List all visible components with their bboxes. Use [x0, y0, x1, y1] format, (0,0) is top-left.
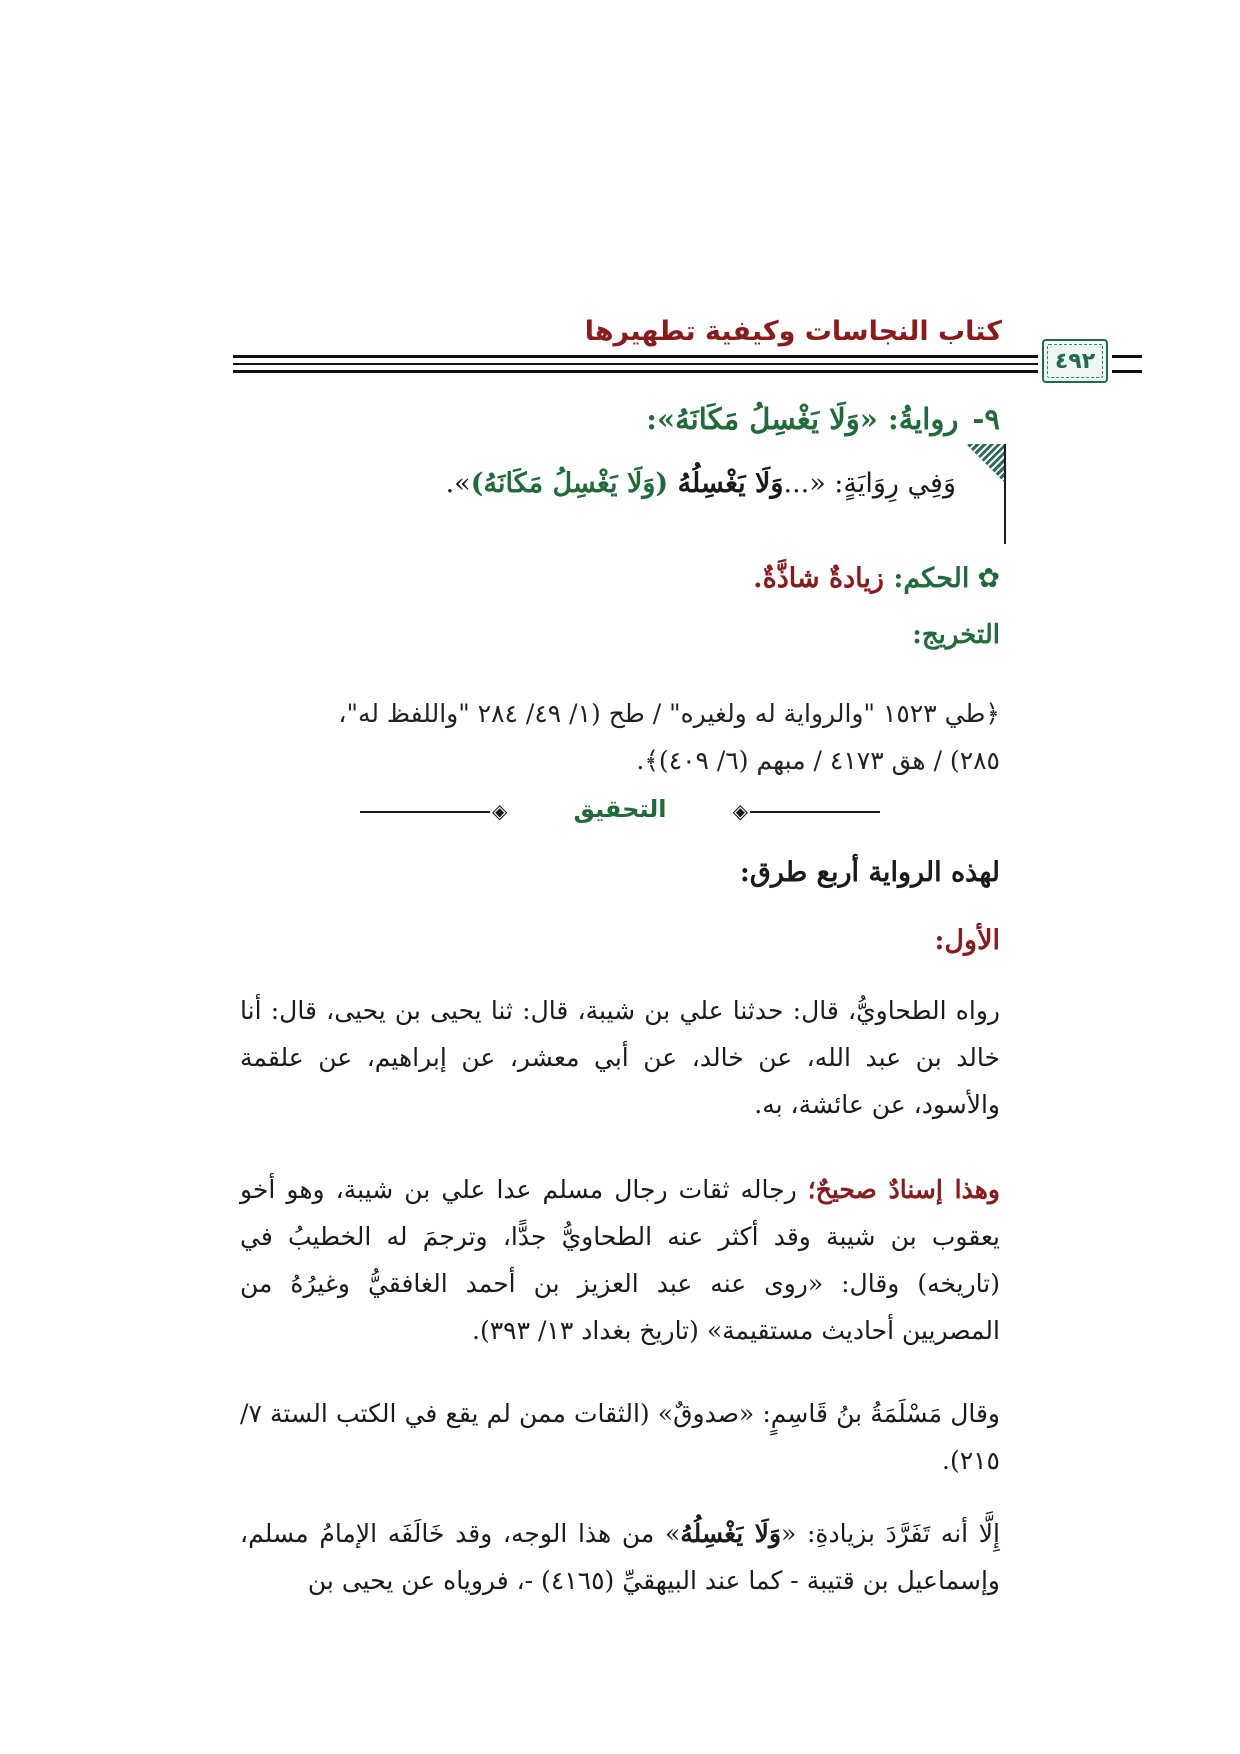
takhrij-text [240, 690, 1000, 784]
running-header-title: كتاب النجاسات وكيفية تطهيرها [584, 316, 1002, 347]
item-heading-text: روايةُ: «وَلَا يَغْسِلُ مَكَانَهُ»: [646, 402, 959, 436]
quoted-addition: وَلَا يَغْسِلُهُ [680, 1519, 782, 1548]
header-rule-tail [1112, 370, 1142, 373]
takhrij-line: ٢٨٥) / هق ٤١٧٣ / مبهم (٦/ ٤٠٩)﴾. [636, 746, 1000, 775]
header-rule-tail [1112, 355, 1142, 358]
header-rule [233, 370, 1038, 373]
variant-suffix: ». [445, 468, 471, 499]
first-way-heading: الأول: [934, 925, 1000, 956]
variant-narration-text [446, 468, 956, 499]
header-rule [233, 355, 1038, 358]
paragraph [240, 1510, 1000, 1604]
paragraph: وقال مَسْلَمَةُ بنُ قَاسِمٍ: «صدوقٌ» (الثقات ممن لم يقع في الكتب الستة ٧/ ٢١٥). [240, 1399, 1000, 1475]
flower-bullet-icon: ✿ [977, 563, 1000, 594]
paragraph-text: » من هذا الوجه، وقد خَالَفَه الإمامُ مسلم، وإسماعيل بن قتيبة - كما عند البيهقيِّ (٤١٦٥) -، فروياه عن يحيى بن [240, 1519, 1000, 1595]
section-divider [360, 795, 880, 825]
ruling-label: الحكم: [893, 563, 970, 594]
box-vertical-rule [1004, 444, 1006, 544]
verdict-highlight: وهذا إسنادٌ صحيحٌ؛ [807, 1175, 1000, 1204]
divider-ornament-icon: ◈ [492, 799, 508, 823]
header-rule [233, 363, 1038, 365]
takhrij-line: ﴿طي ١٥٢٣ "والرواية له ولغيره" / طح (١/ ٤٩/ ٢٨٤ "واللفظ له"، [338, 699, 1000, 728]
paragraph: رواه الطحاويُّ، قال: حدثنا علي بن شيبة، قال: ثنا يحيى بن يحيى، قال: أنا خالد بن عبد الله، عن خالد، عن أبي معشر، عن إبراهيم، عن علقمة والأسود، عن عائشة، به. [240, 996, 1000, 1119]
divider-line [750, 811, 880, 813]
ruling-value: زيادةٌ شاذَّةٌ. [753, 563, 884, 594]
paragraph-text: إِلَّا أنه تَفَرَّدَ بزيادةِ: « [781, 1519, 1000, 1548]
takhrij-label: التخريج: [912, 620, 1000, 650]
divider-ornament-icon: ◈ [732, 799, 748, 823]
paragraph-text: رجاله ثقات رجال مسلم عدا علي بن شيبة، وهو أخو يعقوب بن شيبة وقد أكثر عنه الطحاويُّ جدًّا، وترجمَ له الخطيبُ في (تاريخه) وقال: «روى عنه عبد العزيز بن أحمد الغافقيُّ وغيرُهُ من المصريين أحاديث مستقيمة» (تاريخ بغداد ١٣/ ٣٩٣). [240, 1175, 1000, 1345]
paragraph [240, 1166, 1000, 1354]
ruling-line [240, 563, 1000, 594]
page-number: ٤٩٢ [1054, 348, 1096, 374]
variant-prefix: وَفِي رِوَايَةٍ: «... [783, 468, 956, 499]
item-heading [240, 402, 1000, 436]
variant-bracket-part: (وَلَا يَغْسِلُ مَكَانَهُ) [470, 468, 678, 499]
item-number: ٩- [972, 402, 1000, 436]
section-title: التحقيق [573, 795, 667, 823]
ways-heading: لهذه الرواية أربع طرق: [739, 857, 1000, 888]
page-number-badge [1042, 339, 1108, 383]
variant-narration-box [236, 444, 1006, 544]
variant-bold-part: وَلَا يَغْسِلُهُ [677, 468, 784, 499]
